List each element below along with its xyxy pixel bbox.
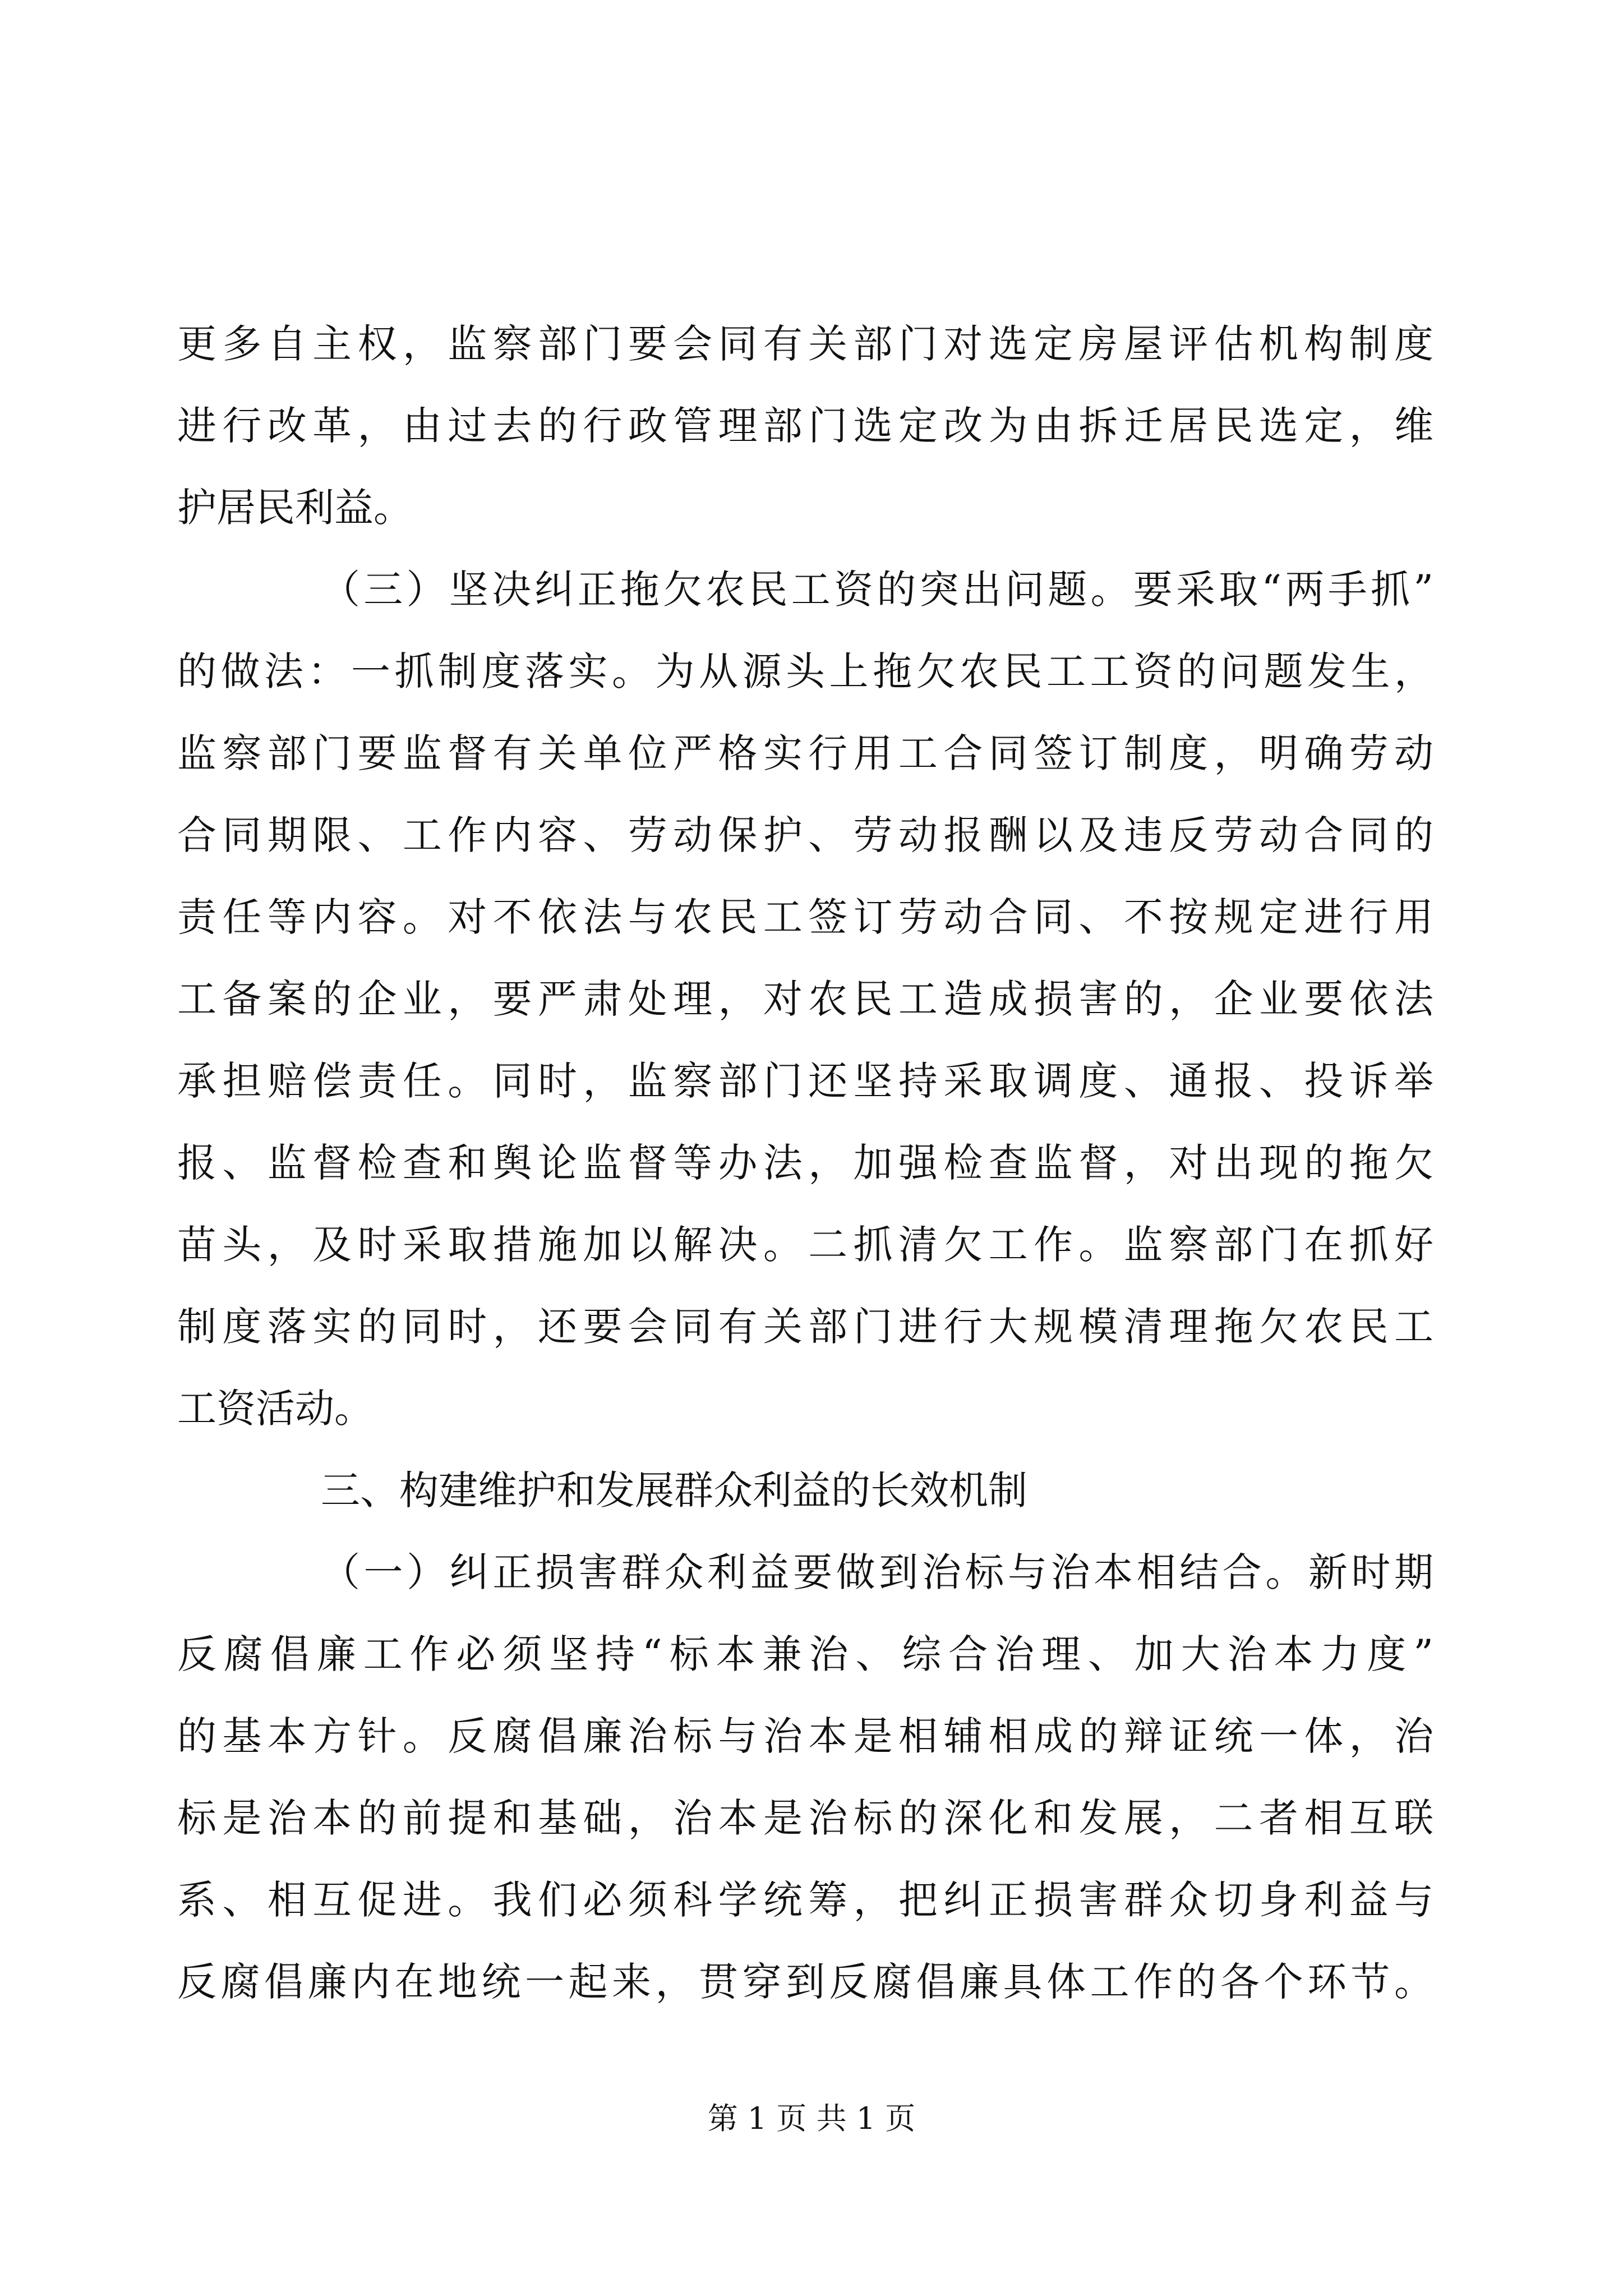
body-line-3: 护居民利益。 bbox=[177, 485, 413, 531]
body-line-9: 工备案的企业，要严肃处理，对农民工造成损害的，企业要依法 bbox=[177, 976, 1433, 1022]
body-line-4: （三）坚决纠正拖欠农民工资的突出问题。要采取“两手抓” bbox=[321, 567, 1433, 613]
body-line-16: （一）纠正损害群众利益要做到治标与治本相结合。新时期 bbox=[321, 1549, 1433, 1595]
page-footer bbox=[0, 2099, 1623, 2138]
body-line-13: 制度落实的同时，还要会同有关部门进行大规模清理拖欠农民工 bbox=[177, 1304, 1433, 1350]
body-line-12: 苗头，及时采取措施加以解决。二抓清欠工作。监察部门在抓好 bbox=[177, 1222, 1433, 1268]
body-line-6: 监察部门要监督有关单位严格实行用工合同签订制度，明确劳动 bbox=[177, 730, 1433, 776]
body-line-20: 系、相互促进。我们必须科学统筹，把纠正损害群众切身利益与 bbox=[177, 1877, 1433, 1923]
body-line-5: 的做法：一抓制度落实。为从源头上拖欠农民工工资的问题发生， bbox=[177, 648, 1433, 694]
body-line-2: 进行改革，由过去的行政管理部门选定改为由拆迁居民选定，维 bbox=[177, 403, 1433, 449]
body-line-11: 报、监督检查和舆论监督等办法，加强检查监督，对出现的拖欠 bbox=[177, 1140, 1433, 1186]
body-line-14: 工资活动。 bbox=[177, 1386, 374, 1432]
body-line-10: 承担赔偿责任。同时，监察部门还坚持采取调度、通报、投诉举 bbox=[177, 1058, 1433, 1104]
body-line-8: 责任等内容。对不依法与农民工签订劳动合同、不按规定进行用 bbox=[177, 894, 1433, 940]
section-heading: 三、构建维护和发展群众利益的长效机制 bbox=[321, 1467, 1027, 1513]
body-line-19: 标是治本的前提和基础，治本是治标的深化和发展，二者相互联 bbox=[177, 1795, 1433, 1841]
body-line-21: 反腐倡廉内在地统一起来，贯穿到反腐倡廉具体工作的各个环节。 bbox=[177, 1959, 1433, 2005]
document-body bbox=[177, 303, 1433, 2023]
body-line-1: 更多自主权，监察部门要会同有关部门对选定房屋评估机构制度 bbox=[177, 321, 1433, 367]
body-line-7: 合同期限、工作内容、劳动保护、劳动报酬以及违反劳动合同的 bbox=[177, 812, 1433, 858]
body-line-18: 的基本方针。反腐倡廉治标与治本是相辅相成的辩证统一体，治 bbox=[177, 1713, 1433, 1759]
page-number-label: 第 1 页 共 1 页 bbox=[707, 2101, 916, 2136]
body-line-17: 反腐倡廉工作必须坚持“标本兼治、综合治理、加大治本力度” bbox=[177, 1631, 1433, 1677]
